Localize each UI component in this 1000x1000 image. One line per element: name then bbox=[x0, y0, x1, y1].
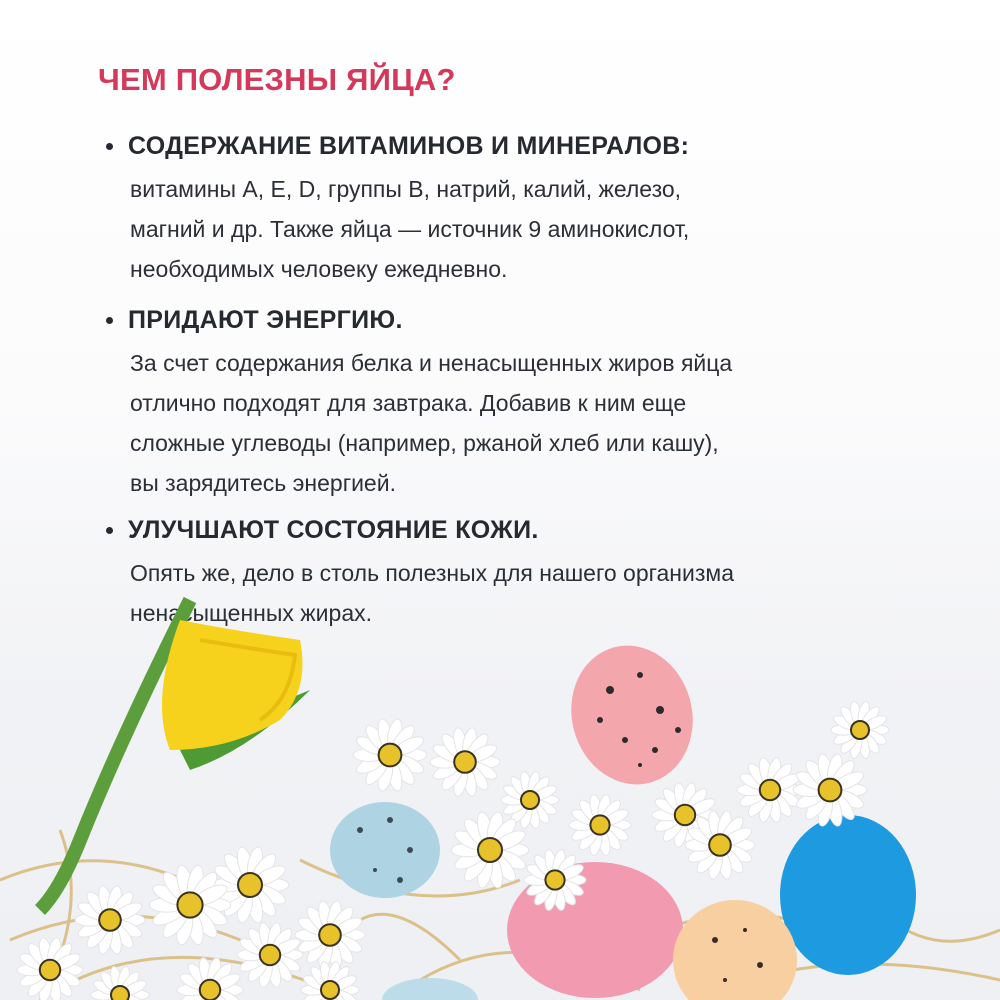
daisy-icon bbox=[430, 727, 500, 798]
benefit-section-vitamins bbox=[100, 132, 920, 289]
daisy-icon bbox=[75, 885, 145, 956]
daisy-icon bbox=[831, 700, 889, 759]
section-heading bbox=[100, 516, 920, 545]
bullet-icon bbox=[106, 143, 113, 150]
easter-decoration-illustration bbox=[0, 580, 1000, 1000]
blue-egg bbox=[780, 815, 916, 975]
daisy-icon bbox=[237, 922, 303, 989]
daisy-icon bbox=[301, 960, 359, 1000]
page-title: ЧЕМ ПОЛЕЗНЫ ЯЙЦА? bbox=[98, 62, 456, 97]
light-blue-speckled-egg bbox=[330, 802, 440, 898]
pink-speckled-egg bbox=[556, 632, 708, 798]
section-heading bbox=[100, 132, 920, 161]
peach-speckled-egg bbox=[673, 900, 797, 1000]
bullet-icon bbox=[106, 317, 113, 324]
bullet-icon bbox=[106, 527, 113, 534]
section-heading bbox=[100, 306, 920, 335]
section-heading-text: ПРИДАЮТ ЭНЕРГИЮ. bbox=[128, 306, 403, 334]
daisy-icon bbox=[295, 900, 365, 971]
daisy-icon bbox=[353, 718, 427, 793]
daisy-icon bbox=[569, 794, 631, 857]
section-body: За счет содержания белка и ненасыщенных жиров яйца отлично подходят для завтрака. Добавив к ним еще сложные углеводы (например, ржаной хлеб или кашу), вы зарядитесь энергией. bbox=[130, 350, 733, 496]
section-heading-text: УЛУЧШАЮТ СОСТОЯНИЕ КОЖИ. bbox=[128, 516, 539, 544]
daisy-icon bbox=[17, 937, 83, 1000]
section-heading-text: СОДЕРЖАНИЕ ВИТАМИНОВ И МИНЕРАЛОВ: bbox=[128, 132, 690, 160]
benefit-section-energy bbox=[100, 306, 920, 503]
section-body: Опять же, дело в столь полезных для нашего организма ненасыщенных жирах. bbox=[130, 560, 734, 626]
section-body: витамины А, Е, D, группы В, натрий, калий, железо, магний и др. Также яйца — источник 9 аминокислот, необходимых человеку ежедневно. bbox=[130, 176, 690, 282]
light-blue-egg-bottom bbox=[382, 978, 478, 1000]
